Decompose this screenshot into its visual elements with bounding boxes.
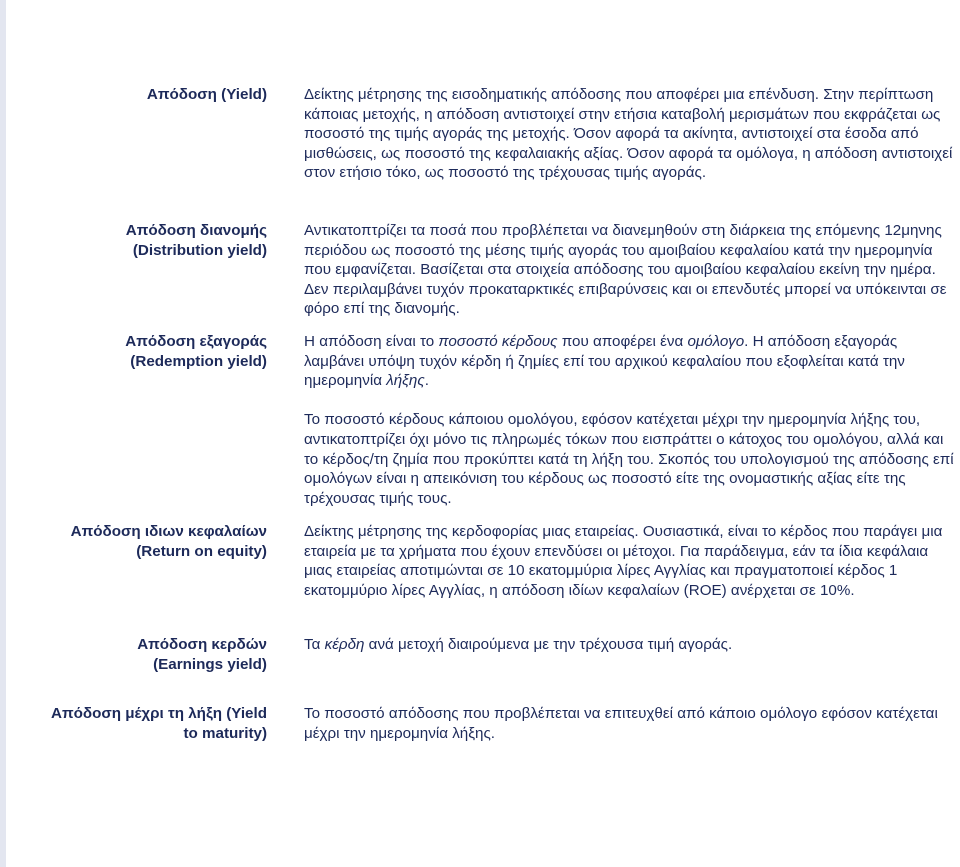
glossary-definition xyxy=(304,635,960,655)
term-line: (Earnings yield) xyxy=(153,655,267,673)
definition-emphasis: ομόλογο xyxy=(687,333,745,350)
glossary-term xyxy=(125,332,267,371)
glossary-term xyxy=(71,522,267,561)
definition-text: Τα xyxy=(304,636,325,653)
glossary-term xyxy=(51,704,267,743)
definition-text: . xyxy=(424,372,429,390)
definition-paragraph: Το ποσοστό κέρδους κάποιου ομολόγου, εφόσον κατέχεται μέχρι την ημερομηνία λήξης του, αντικατοπτρίζει όχι μόνο τις πληρωμές τόκων που εισπράττει ο κάτοχος του ομολόγου, αλλά και το κέρδος/τη ζημία που προκύπτει κατά τη λήξη του. Σκοπός του υπολογισμού της απόδοσης επί ομολόγων είναι η απεικόνιση του κέρδους ως ποσοστό είτε της ονομαστικής αξίας είτε της τρέχουσας τιμής τους. xyxy=(304,411,954,507)
glossary-definition xyxy=(304,85,960,183)
glossary-definition xyxy=(304,704,960,743)
term-line: (Return on equity) xyxy=(136,542,267,560)
definition-emphasis: ποσοστό κέρδους xyxy=(438,333,558,350)
definition-text: Αντικατοπτρίζει τα ποσά που προβλέπεται να διανεμηθούν στη διάρκεια της επόμενης 12μηνης περιόδου ως ποσοστό της μέσης τιμής αγοράς του αμοιβαίου κεφαλαίου κατά την ημερομηνία που εμφανίζεται. Βασίζεται στα στοιχεία απόδοσης του αμοιβαίου κεφαλαίου εκείνη την ημέρα. Δεν περιλαμβάνει τυχόν προκαταρκτικές επιβαρύνσεις και οι επενδυτές μπορεί να υπόκεινται σε φόρο επί της διανομής. xyxy=(304,222,947,318)
definition-paragraph xyxy=(304,635,960,655)
term-line: Απόδοση μέχρι τη λήξη (Yield xyxy=(50,705,267,722)
definition-text: ανά μετοχή διαιρούμενα με την τρέχουσα τιμή αγοράς. xyxy=(364,636,733,653)
definition-text: Δείκτης μέτρησης της εισοδηματικής απόδοσης που αποφέρει μια επένδυση. Στην περίπτωση κάποιας μετοχής, η απόδοση αντιστοιχεί στην ετήσια καταβολή μερισμάτων που εκφράζεται ως ποσοστό της τιμής αγοράς της μετοχής. Όσον αφορά τα ακίνητα, αντιστοιχεί στα έσοδα από μισθώσεις, ως ποσοστό της κεφαλαιακής αξίας. Όσον αφορά τα ομόλογα, η απόδοση αντιστοιχεί στον ετήσιο τόκο, ως ποσοστό της τρέχουσας τιμής αγοράς. xyxy=(304,86,953,182)
definition-text: Δείκτης μέτρησης της κερδοφορίας μιας εταιρείας. Ουσιαστικά, είναι το κέρδος που παράγει μια εταιρεία με τα χρήματα που έχουν επενδύσει οι μέτοχοι. Για παράδειγμα, εάν τα ίδια κεφάλαια μιας εταιρείας αποτιμώνται σε 10 εκατομμύρια λίρες Αγγλίας και πραγματοποιεί κέρδος 1 εκατομμύριο λίρες Αγγλίας, η απόδοση ιδίων κεφαλαίων (ROE) ανέρχεται σε 10%. xyxy=(304,523,943,599)
definition-text: . Η απόδοση εξαγοράς λαμβάνει υπόψη τυχόν κέρδη ή ζημίες επί του αρχικού κεφαλαίου που εξοφλείται κατά την ημερομηνία xyxy=(304,333,905,390)
glossary-definition xyxy=(304,522,960,600)
definition-text: που αποφέρει ένα xyxy=(557,333,688,350)
page-left-margin-stripe xyxy=(0,0,6,867)
term-line: Απόδοση (Yield) xyxy=(146,86,267,103)
definition-text: Το ποσοστό απόδοσης που προβλέπεται να επιτευχθεί από κάποιο ομόλογο εφόσον κατέχεται μέχρι την ημερομηνία λήξης. xyxy=(304,705,938,742)
glossary-definition xyxy=(304,221,960,319)
term-line: (Redemption yield) xyxy=(130,352,267,370)
definition-emphasis: κέρδη xyxy=(324,636,365,653)
definition-emphasis: λήξης xyxy=(386,372,425,390)
definition-paragraph xyxy=(304,332,960,391)
term-line: Απόδοση διανομής xyxy=(125,222,267,239)
glossary-term xyxy=(137,635,267,674)
glossary-term xyxy=(126,221,267,260)
definition-text: Η απόδοση είναι το xyxy=(304,333,439,350)
term-line: (Distribution yield) xyxy=(132,241,267,259)
term-line: Απόδοση κερδών xyxy=(137,636,267,653)
term-line: to maturity) xyxy=(183,724,267,742)
term-line: Απόδοση εξαγοράς xyxy=(125,333,267,350)
term-line: Απόδοση ιδιων κεφαλαίων xyxy=(70,523,267,540)
glossary-definition xyxy=(304,332,960,508)
glossary-term xyxy=(147,85,267,105)
